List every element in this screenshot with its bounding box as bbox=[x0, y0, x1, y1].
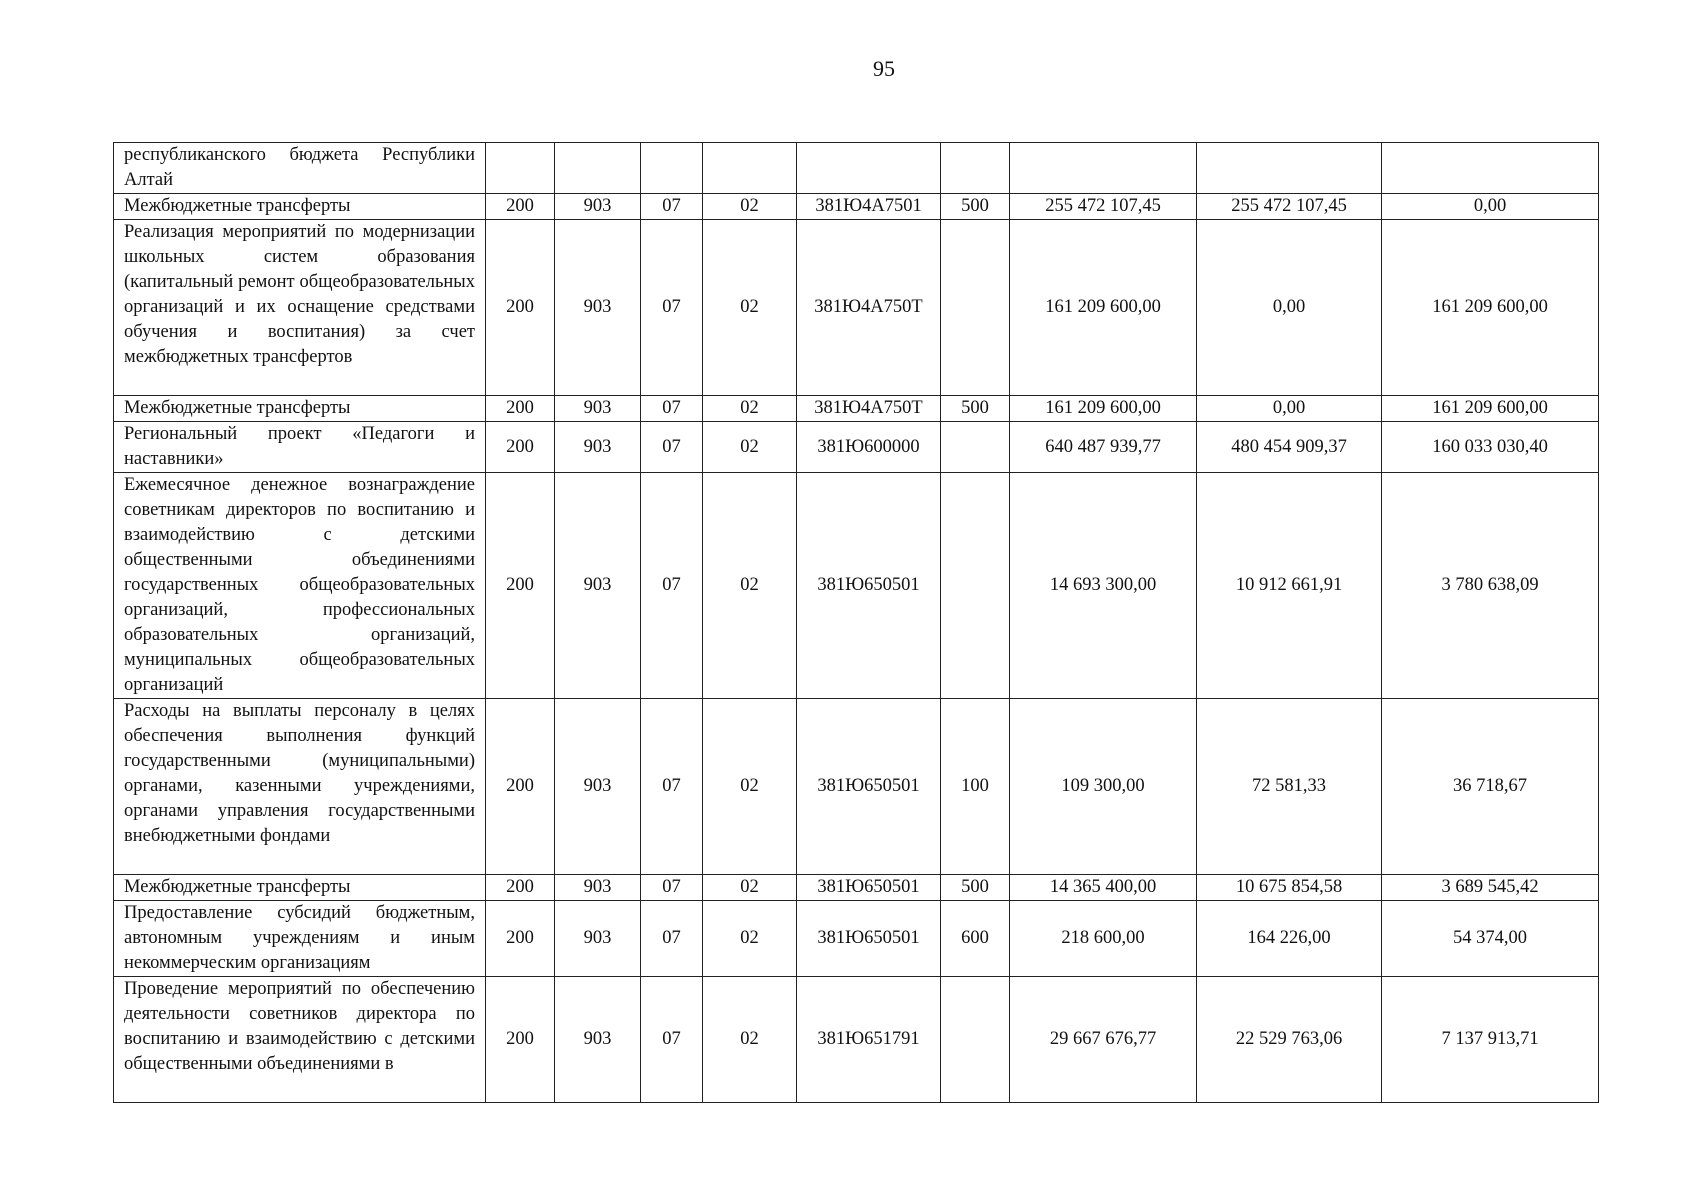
table-row bbox=[114, 396, 1599, 422]
cell-code-1: 200 bbox=[486, 194, 555, 220]
cell-amount-1: 14 365 400,00 bbox=[1010, 875, 1197, 901]
table-row bbox=[114, 194, 1599, 220]
cell-amount-1: 640 487 939,77 bbox=[1010, 422, 1197, 473]
cell-amount-3: 36 718,67 bbox=[1382, 699, 1599, 875]
cell-code-1: 200 bbox=[486, 473, 555, 699]
cell-amount-2: 72 581,33 bbox=[1197, 699, 1382, 875]
cell-code-4: 02 bbox=[703, 220, 797, 396]
cell-code-2: 903 bbox=[555, 875, 641, 901]
cell-code-3: 07 bbox=[641, 220, 703, 396]
cell-code-5: 381Ю4А7501 bbox=[797, 194, 941, 220]
cell-code-4: 02 bbox=[703, 977, 797, 1103]
cell-code-4: 02 bbox=[703, 396, 797, 422]
cell-code-1: 200 bbox=[486, 901, 555, 977]
table-row bbox=[114, 473, 1599, 699]
row-name: Ежемесячное денежное вознаграждение советникам директоров по воспитанию и взаимодействию с детскими общественными объединениями государственных общеобразовательных организаций, профессиональных образовательных организаций, муниципальных общеобразовательных организаций bbox=[114, 473, 486, 699]
cell-code-2: 903 bbox=[555, 220, 641, 396]
cell-code-3: 07 bbox=[641, 396, 703, 422]
cell-code-1: 200 bbox=[486, 977, 555, 1103]
cell-amount-3: 161 209 600,00 bbox=[1382, 220, 1599, 396]
cell-code-2: 903 bbox=[555, 699, 641, 875]
table-row bbox=[114, 143, 1599, 194]
cell-code-5: 381Ю650501 bbox=[797, 473, 941, 699]
cell-code-2 bbox=[555, 143, 641, 194]
cell-amount-3: 54 374,00 bbox=[1382, 901, 1599, 977]
cell-amount-2: 255 472 107,45 bbox=[1197, 194, 1382, 220]
cell-code-6: 500 bbox=[941, 194, 1010, 220]
cell-code-4: 02 bbox=[703, 194, 797, 220]
table-row bbox=[114, 220, 1599, 396]
cell-amount-2: 10 912 661,91 bbox=[1197, 473, 1382, 699]
cell-code-6 bbox=[941, 977, 1010, 1103]
cell-code-4: 02 bbox=[703, 901, 797, 977]
cell-code-1: 200 bbox=[486, 422, 555, 473]
cell-code-5: 381Ю650501 bbox=[797, 901, 941, 977]
cell-amount-2: 0,00 bbox=[1197, 220, 1382, 396]
cell-amount-1: 29 667 676,77 bbox=[1010, 977, 1197, 1103]
cell-amount-3: 160 033 030,40 bbox=[1382, 422, 1599, 473]
row-name: республиканского бюджета Республики Алтай bbox=[114, 143, 486, 194]
cell-code-4: 02 bbox=[703, 875, 797, 901]
table-row bbox=[114, 699, 1599, 875]
table-row bbox=[114, 977, 1599, 1103]
table-row bbox=[114, 422, 1599, 473]
cell-code-2: 903 bbox=[555, 473, 641, 699]
cell-amount-3: 0,00 bbox=[1382, 194, 1599, 220]
cell-code-4 bbox=[703, 143, 797, 194]
budget-table bbox=[113, 142, 1599, 1103]
cell-code-6 bbox=[941, 143, 1010, 194]
cell-code-3: 07 bbox=[641, 194, 703, 220]
cell-code-5: 381Ю4А750Т bbox=[797, 396, 941, 422]
cell-code-4: 02 bbox=[703, 699, 797, 875]
cell-code-1: 200 bbox=[486, 396, 555, 422]
cell-code-2: 903 bbox=[555, 901, 641, 977]
cell-amount-2: 10 675 854,58 bbox=[1197, 875, 1382, 901]
cell-amount-1 bbox=[1010, 143, 1197, 194]
cell-code-3: 07 bbox=[641, 699, 703, 875]
cell-amount-2: 0,00 bbox=[1197, 396, 1382, 422]
cell-code-6 bbox=[941, 422, 1010, 473]
cell-code-5: 381Ю650501 bbox=[797, 699, 941, 875]
cell-code-2: 903 bbox=[555, 977, 641, 1103]
cell-amount-1: 161 209 600,00 bbox=[1010, 220, 1197, 396]
row-name: Проведение мероприятий по обеспечению деятельности советников директора по воспитанию и взаимодействию с детскими общественными объединениями в bbox=[114, 977, 486, 1103]
cell-amount-3: 3 780 638,09 bbox=[1382, 473, 1599, 699]
cell-code-6 bbox=[941, 473, 1010, 699]
cell-code-5 bbox=[797, 143, 941, 194]
cell-amount-2: 164 226,00 bbox=[1197, 901, 1382, 977]
row-name: Межбюджетные трансферты bbox=[114, 194, 486, 220]
cell-code-3: 07 bbox=[641, 901, 703, 977]
page-number: 95 bbox=[873, 56, 895, 81]
cell-code-1: 200 bbox=[486, 699, 555, 875]
cell-amount-1: 255 472 107,45 bbox=[1010, 194, 1197, 220]
cell-code-5: 381Ю4А750Т bbox=[797, 220, 941, 396]
cell-code-5: 381Ю651791 bbox=[797, 977, 941, 1103]
row-name: Региональный проект «Педагоги и наставники» bbox=[114, 422, 486, 473]
cell-amount-1: 218 600,00 bbox=[1010, 901, 1197, 977]
cell-code-5: 381Ю650501 bbox=[797, 875, 941, 901]
cell-code-1 bbox=[486, 143, 555, 194]
cell-code-1: 200 bbox=[486, 875, 555, 901]
cell-amount-1: 109 300,00 bbox=[1010, 699, 1197, 875]
cell-amount-1: 14 693 300,00 bbox=[1010, 473, 1197, 699]
cell-code-3: 07 bbox=[641, 473, 703, 699]
cell-code-2: 903 bbox=[555, 194, 641, 220]
cell-code-2: 903 bbox=[555, 422, 641, 473]
cell-code-2: 903 bbox=[555, 396, 641, 422]
cell-code-6: 100 bbox=[941, 699, 1010, 875]
cell-code-5: 381Ю600000 bbox=[797, 422, 941, 473]
cell-code-3: 07 bbox=[641, 422, 703, 473]
cell-code-1: 200 bbox=[486, 220, 555, 396]
row-name: Предоставление субсидий бюджетным, автономным учреждениям и иным некоммерческим организациям bbox=[114, 901, 486, 977]
cell-amount-2: 22 529 763,06 bbox=[1197, 977, 1382, 1103]
cell-code-3 bbox=[641, 143, 703, 194]
cell-code-4: 02 bbox=[703, 473, 797, 699]
cell-code-3: 07 bbox=[641, 875, 703, 901]
table-row bbox=[114, 875, 1599, 901]
cell-amount-3 bbox=[1382, 143, 1599, 194]
cell-amount-3: 7 137 913,71 bbox=[1382, 977, 1599, 1103]
cell-code-3: 07 bbox=[641, 977, 703, 1103]
row-name: Расходы на выплаты персоналу в целях обеспечения выполнения функций государственными (муниципальными) органами, казенными учреждениями, органами управления государственными внебюджетными фондами bbox=[114, 699, 486, 875]
cell-amount-1: 161 209 600,00 bbox=[1010, 396, 1197, 422]
row-name: Межбюджетные трансферты bbox=[114, 875, 486, 901]
row-name: Межбюджетные трансферты bbox=[114, 396, 486, 422]
cell-amount-2: 480 454 909,37 bbox=[1197, 422, 1382, 473]
cell-code-6: 600 bbox=[941, 901, 1010, 977]
table-row bbox=[114, 901, 1599, 977]
cell-code-6: 500 bbox=[941, 396, 1010, 422]
row-name: Реализация мероприятий по модернизации школьных систем образования (капитальный ремонт общеобразовательных организаций и их оснащение средствами обучения и воспитания) за счет межбюджетных трансфертов bbox=[114, 220, 486, 396]
cell-amount-2 bbox=[1197, 143, 1382, 194]
cell-amount-3: 3 689 545,42 bbox=[1382, 875, 1599, 901]
cell-code-4: 02 bbox=[703, 422, 797, 473]
cell-code-6: 500 bbox=[941, 875, 1010, 901]
cell-code-6 bbox=[941, 220, 1010, 396]
cell-amount-3: 161 209 600,00 bbox=[1382, 396, 1599, 422]
